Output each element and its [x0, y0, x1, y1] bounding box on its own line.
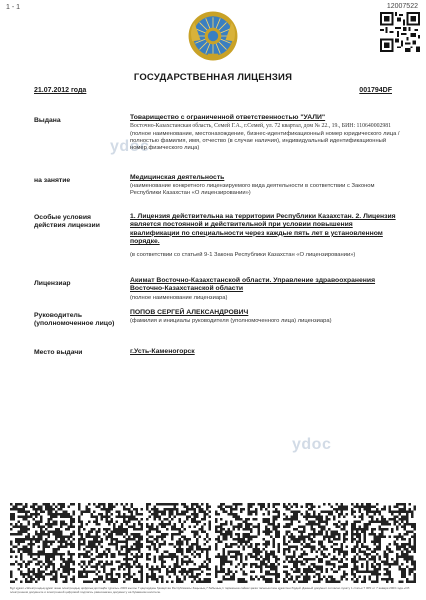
issue-date: 21.07.2012 года: [34, 87, 87, 94]
activity-note: (наименование конкретного лицензируемого вида деятельности в соответствии с Законом Республики Казахстан «О лицензировании»): [130, 182, 375, 196]
issued-label: Выдана: [34, 117, 61, 124]
licensee-name: Товарищество с ограниченной ответственностью "УАЛИ": [130, 114, 326, 121]
barcode-icon: [283, 503, 348, 583]
licensor-label: Лицензиар: [34, 280, 71, 287]
activity-section: [130, 174, 400, 197]
conditions-label-line2: действия лицензии: [34, 222, 100, 229]
head-label: [34, 312, 114, 328]
barcode-icon: [215, 503, 280, 583]
watermark: ydoc: [110, 138, 150, 155]
legal-footer: Бұл құжат «Электрондық құжат және электрондық цифрлық қолтаңба туралы» 2003 жылғы 7 қаңтардағы Қазақстан Республикасы Заңының 7 бабының 1 тармағына сәйкес қағаз тасығыштағы құжатпен бірдей. Данный документ согласно пункту 1 статьи 7 ЗРК от 7 января 2003 года «Об электронном документе и электронной цифровой подписи» равнозначен документу на бумажном носителе.: [10, 586, 410, 594]
license-number: 001794DF: [359, 87, 392, 94]
conditions-label: [34, 214, 100, 230]
licensor-section: [130, 277, 400, 302]
barcode-icon: [146, 503, 211, 583]
barcode-icon: [78, 503, 143, 583]
conditions-section: [130, 213, 400, 259]
conditions-value: 1. Лицензия действительна на территории Республики Казахстан. 2. Лицензия является постоянной и действительной при условии повышения квалификации по специальности через каждые пять лет в установленном порядке.: [130, 213, 396, 246]
watermark: ydoc: [292, 436, 332, 453]
place-section: [130, 348, 400, 356]
head-note: (фамилия и инициалы руководителя (уполномоченного лица) лицензиара): [130, 317, 332, 324]
barcode-icon: [351, 503, 416, 583]
head-label-line1: Руководитель: [34, 312, 83, 319]
licensee-address: Восточно-Казахстанская область, Семей Г.А., г.Семей, ул. 72 квартал, дом № 22., 19., БИН: 110640002981: [130, 122, 392, 129]
licensor-note: (полное наименование лицензиара): [130, 294, 228, 301]
place-label: Место выдачи: [34, 349, 83, 356]
qr-code-icon: [380, 12, 420, 52]
conditions-label-line1: Особые условия: [34, 214, 91, 221]
head-label-line2: (уполномоченное лицо): [34, 320, 115, 327]
digital-signature-codes: [10, 503, 416, 583]
document-title: ГОСУДАРСТВЕННАЯ ЛИЦЕНЗИЯ: [133, 72, 293, 83]
licensor-value: Акимат Восточно-Казахстанской области. Управление здравоохранения Восточно-Казахстанской области: [130, 277, 376, 293]
barcode-icon: [10, 503, 75, 583]
place-value: г.Усть-Каменогорск: [130, 348, 195, 355]
head-value: ПОПОВ СЕРГЕЙ АЛЕКСАНДРОВИЧ: [130, 309, 249, 316]
head-section: [130, 309, 400, 325]
state-emblem-icon: [187, 10, 239, 62]
issued-section: [130, 114, 400, 152]
licensee-note: (полное наименование, местонахождение, бизнес-идентификационный номер юридического лица / полностью фамилия, имя, отчество (в случае наличия), индивидуальный идентификационный номер физического лица): [130, 130, 400, 151]
page-number: 1 - 1: [6, 4, 21, 11]
activity-value: Медицинская деятельность: [130, 174, 225, 181]
document-id: 12007522: [386, 3, 418, 10]
conditions-note: (в соответствии со статьей 9-1 Закона Республики Казахстан «О лицензировании»): [130, 251, 356, 258]
activity-label: на занятие: [34, 177, 71, 184]
